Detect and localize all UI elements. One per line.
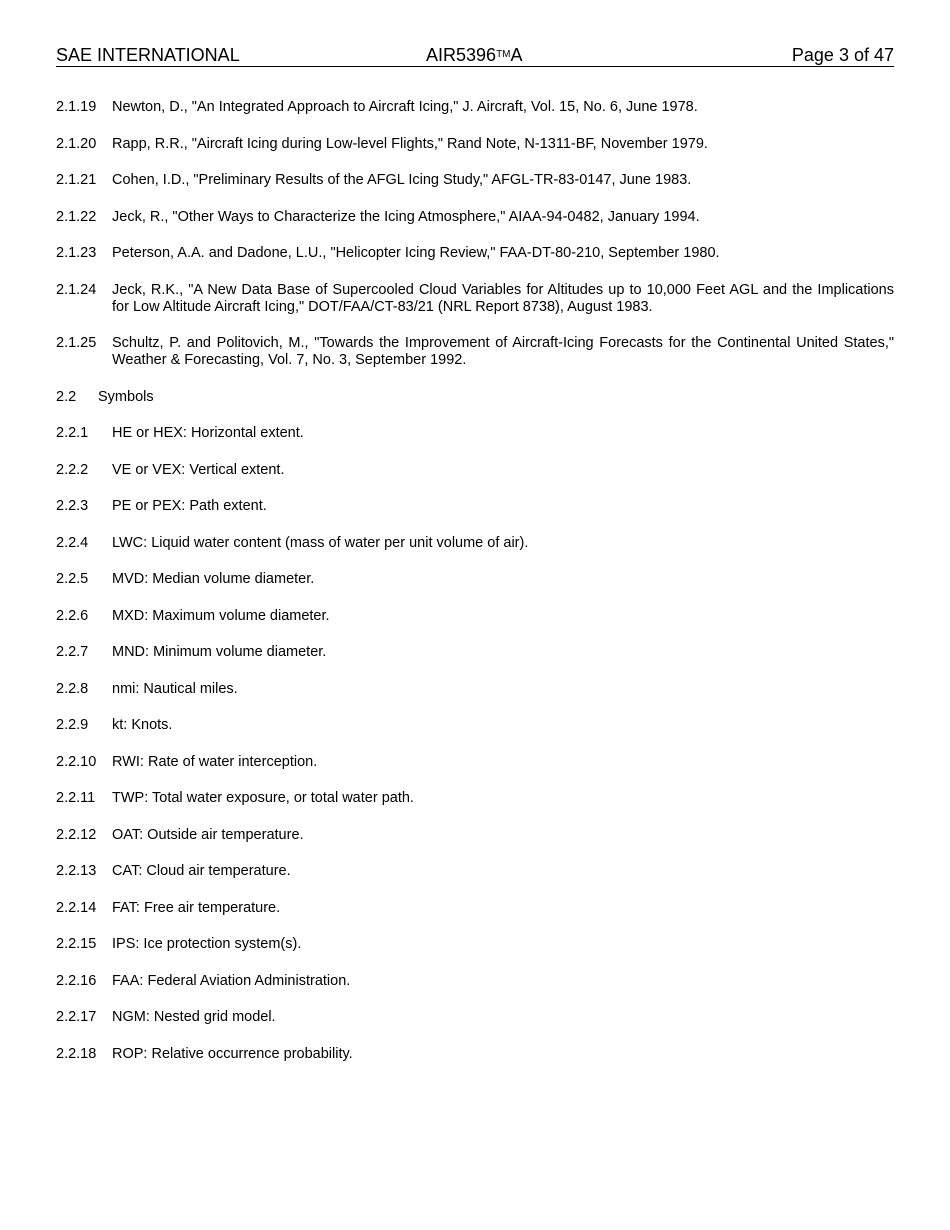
document-body: [56, 99, 894, 1082]
symbol-item: [56, 754, 894, 771]
reference-text: Newton, D., "An Integrated Approach to Aircraft Icing," J. Aircraft, Vol. 15, No. 6, June 1978.: [112, 99, 698, 115]
reference-item: [56, 136, 894, 153]
symbol-text: LWC: Liquid water content (mass of water per unit volume of air).: [112, 534, 529, 551]
reference-text: Schultz, P. and Politovich, M., "Towards the Improvement of Aircraft-Icing Forecasts for the Continental United States," Weather & Forecasting, Vol. 7, No. 3, September 1992.: [112, 335, 894, 368]
doc-base: AIR5396: [426, 45, 497, 65]
reference-item: [56, 172, 894, 189]
symbol-number: 2.2.9: [56, 717, 89, 733]
symbol-number: 2.2.15: [56, 936, 97, 952]
symbol-text: FAT: Free air temperature.: [112, 899, 281, 916]
page-header: [56, 44, 894, 67]
symbol-item: [56, 790, 894, 807]
symbol-text: TWP: Total water exposure, or total water path.: [112, 790, 414, 806]
reference-number: 2.1.23: [56, 245, 97, 261]
symbol-text: OAT: Outside air temperature.: [112, 826, 304, 843]
header-doc-number: [426, 44, 523, 66]
reference-text: Jeck, R., "Other Ways to Characterize the Icing Atmosphere," AIAA-94-0482, January 1994.: [112, 208, 700, 225]
symbol-number: 2.2.4: [56, 534, 89, 551]
symbol-number: 2.2.8: [56, 680, 89, 697]
reference-text: Peterson, A.A. and Dadone, L.U., "Helicopter Icing Review," FAA-DT-80-210, September 1980.: [112, 245, 720, 261]
symbol-item: [56, 900, 894, 917]
reference-item: [56, 335, 894, 369]
symbol-item: [56, 936, 894, 953]
symbol-item: [56, 681, 894, 698]
section-title: Symbols: [98, 388, 154, 405]
reference-item: [56, 245, 894, 262]
symbol-text: RWI: Rate of water interception.: [112, 753, 318, 770]
symbol-number: 2.2.18: [56, 1045, 97, 1062]
reference-item: [56, 99, 894, 116]
symbol-number: 2.2.2: [56, 461, 89, 478]
symbol-item: [56, 973, 894, 990]
section-heading: [56, 389, 894, 406]
symbol-text: NGM: Nested grid model.: [112, 1009, 276, 1025]
symbol-number: 2.2.1: [56, 425, 89, 441]
symbol-text: nmi: Nautical miles.: [112, 680, 238, 697]
symbol-text: MXD: Maximum volume diameter.: [112, 607, 330, 624]
symbol-number: 2.2.3: [56, 498, 89, 514]
symbol-number: 2.2.13: [56, 863, 97, 879]
symbol-text: kt: Knots.: [112, 717, 173, 733]
symbol-item: [56, 498, 894, 515]
reference-number: 2.1.19: [56, 99, 97, 115]
symbol-item: [56, 644, 894, 661]
symbol-item: [56, 462, 894, 479]
symbol-text: MND: Minimum volume diameter.: [112, 644, 327, 660]
reference-number: 2.1.20: [56, 135, 97, 152]
symbol-item: [56, 535, 894, 552]
reference-number: 2.1.21: [56, 172, 97, 188]
section-number: 2.2: [56, 388, 77, 405]
symbol-number: 2.2.10: [56, 753, 97, 770]
symbol-item: [56, 1009, 894, 1026]
symbol-item: [56, 717, 894, 734]
reference-item: [56, 209, 894, 226]
reference-number: 2.1.22: [56, 208, 97, 225]
doc-suffix: A: [510, 45, 523, 65]
symbol-text: VE or VEX: Vertical extent.: [112, 461, 285, 478]
trademark-mark: TM: [496, 49, 511, 60]
header-page-number: Page 3 of 47: [791, 45, 894, 65]
symbol-number: 2.2.5: [56, 571, 89, 587]
symbol-number: 2.2.7: [56, 644, 89, 660]
reference-number: 2.1.24: [56, 281, 97, 298]
symbol-item: [56, 1046, 894, 1063]
symbol-item: [56, 425, 894, 442]
symbol-number: 2.2.14: [56, 899, 97, 916]
symbol-item: [56, 608, 894, 625]
symbol-number: 2.2.6: [56, 607, 89, 624]
symbol-text: IPS: Ice protection system(s).: [112, 936, 302, 952]
symbol-text: CAT: Cloud air temperature.: [112, 863, 291, 879]
reference-item: [56, 282, 894, 316]
reference-text: Jeck, R.K., "A New Data Base of Supercooled Cloud Variables for Altitudes up to 10,000 Feet AGL and the Implications for Low Altitude Aircraft Icing," DOT/FAA/CT-83/21 (NRL Report 8738), August 1983.: [112, 281, 894, 315]
symbol-text: ROP: Relative occurrence probability.: [112, 1045, 353, 1062]
symbol-number: 2.2.17: [56, 1009, 97, 1025]
symbol-item: [56, 827, 894, 844]
symbol-text: FAA: Federal Aviation Administration.: [112, 972, 351, 989]
reference-text: Rapp, R.R., "Aircraft Icing during Low-level Flights," Rand Note, N-1311-BF, November 1979.: [112, 135, 708, 152]
header-org: SAE INTERNATIONAL: [56, 45, 240, 65]
symbol-text: HE or HEX: Horizontal extent.: [112, 425, 304, 441]
symbol-item: [56, 571, 894, 588]
symbol-number: 2.2.12: [56, 826, 97, 843]
symbol-text: PE or PEX: Path extent.: [112, 498, 267, 514]
reference-number: 2.1.25: [56, 335, 97, 351]
symbol-number: 2.2.11: [56, 790, 96, 806]
symbol-number: 2.2.16: [56, 972, 97, 989]
reference-text: Cohen, I.D., "Preliminary Results of the AFGL Icing Study," AFGL-TR-83-0147, June 1983.: [112, 172, 692, 188]
symbol-item: [56, 863, 894, 880]
symbol-text: MVD: Median volume diameter.: [112, 571, 315, 587]
